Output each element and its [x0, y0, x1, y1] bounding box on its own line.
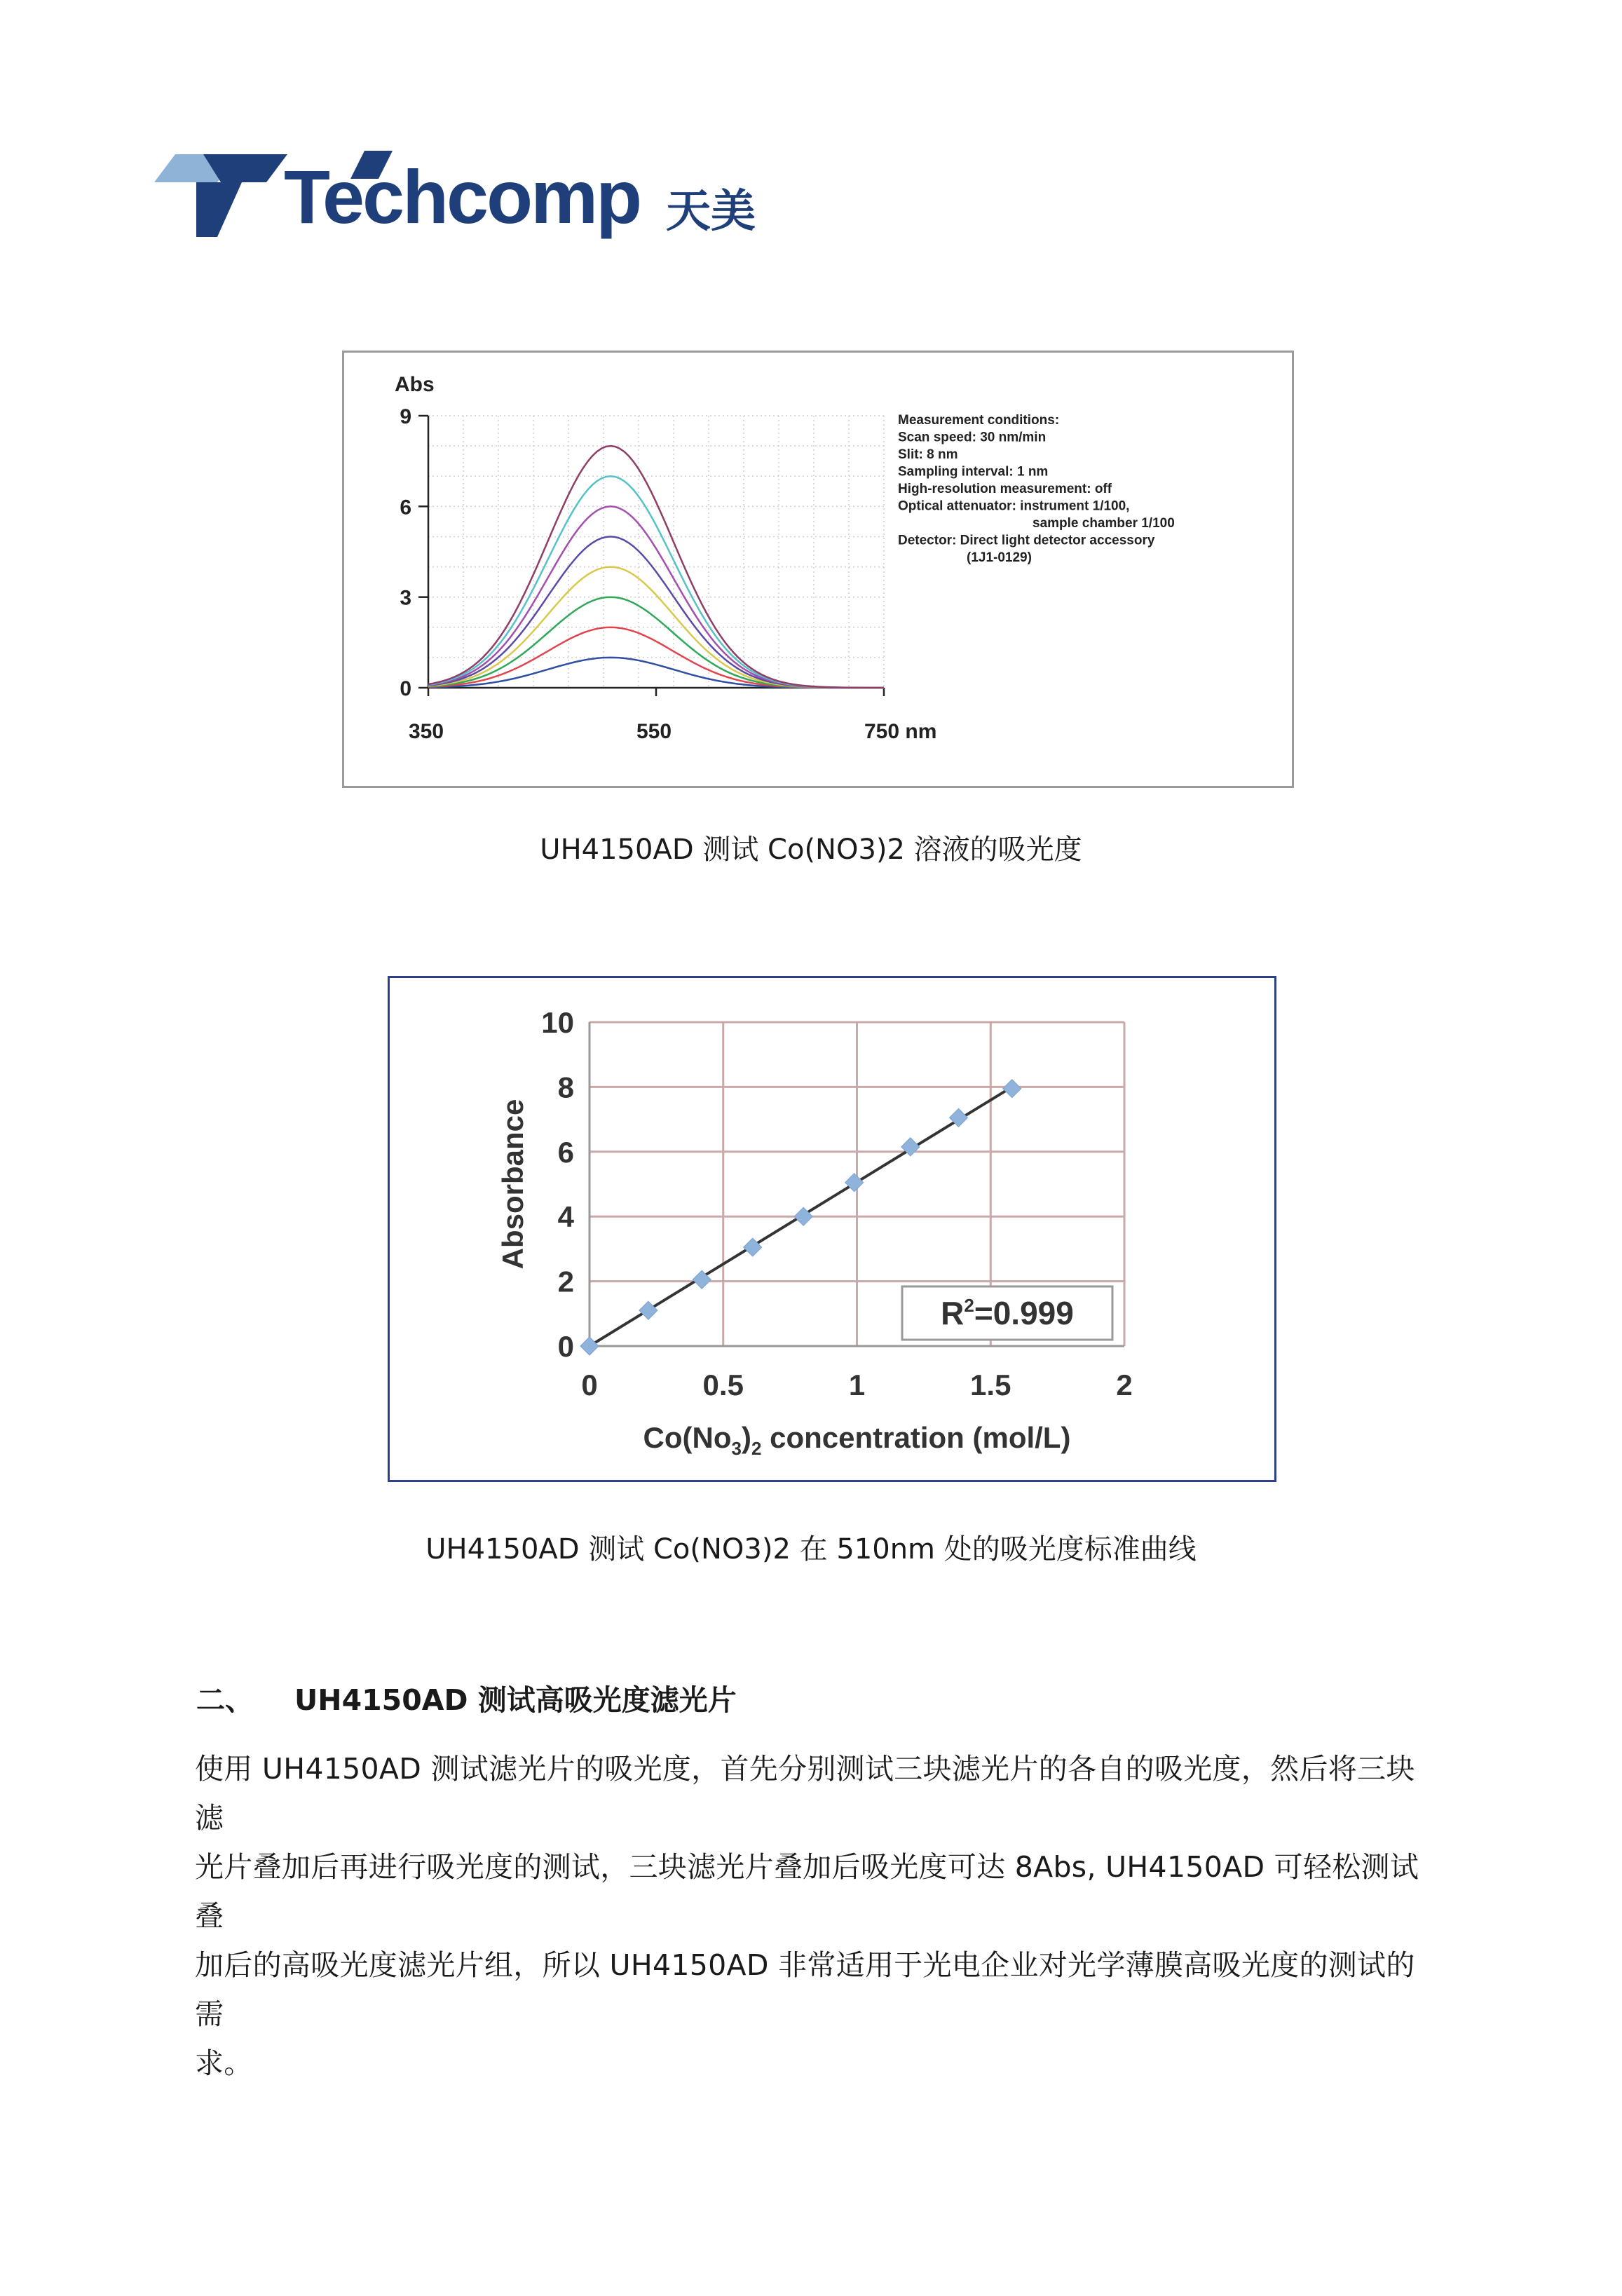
figure2-caption: UH4150AD 测试 Co(NO3)2 在 510nm 处的吸光度标准曲线	[425, 1533, 1197, 1565]
y-axis-title: Abs	[395, 373, 435, 396]
y-tick-label: 6	[400, 496, 411, 519]
y-tick-label: 3	[400, 586, 411, 610]
y-tick-label: 2	[557, 1265, 574, 1298]
measurement-condition: Measurement conditions:	[898, 413, 1060, 428]
y-tick-label: 9	[400, 405, 411, 428]
measurement-condition: Detector: Direct light detector accessory	[898, 533, 1155, 548]
data-point	[639, 1301, 657, 1319]
spectrum-line	[428, 476, 884, 688]
measurement-condition: Slit: 8 nm	[898, 447, 958, 462]
figure-spectrum	[342, 351, 1294, 788]
measurement-condition: (1J1-0129)	[967, 550, 1032, 565]
spectrum-chart	[344, 353, 1292, 786]
paragraph-line: 使用 UH4150AD 测试滤光片的吸光度，首先分别测试三块滤光片的各自的吸光度，然后将三块滤	[195, 1752, 1415, 1835]
y-axis-title: Absorbance	[496, 1099, 529, 1270]
calibration-chart	[390, 978, 1274, 1480]
x-tick-label: 2	[1116, 1368, 1133, 1401]
data-point	[1003, 1080, 1021, 1098]
spectrum-line	[428, 658, 884, 688]
measurement-condition: Scan speed: 30 nm/min	[898, 430, 1047, 445]
x-tick-label: 0.5	[702, 1368, 744, 1401]
section-paragraph	[195, 1744, 1436, 2088]
x-tick-label: 750 nm	[864, 720, 937, 743]
y-tick-label: 4	[557, 1200, 574, 1234]
x-axis-title: $Co(No_3)_2$ concentration (mol/L)	[643, 1421, 1071, 1459]
paragraph-line: 光片叠加后再进行吸光度的测试，三块滤光片叠加后吸光度可达 8Abs, UH4150AD 可轻松测试叠	[195, 1850, 1419, 1933]
figure1-caption: UH4150AD 测试 Co(NO3)2 溶液的吸光度	[540, 834, 1082, 866]
x-tick-label: 550	[636, 720, 672, 743]
section-title: UH4150AD 测试高吸光度滤光片	[294, 1683, 737, 1717]
company-logo	[154, 147, 785, 245]
paragraph-line: 求。	[195, 2046, 253, 2080]
y-tick-label: 8	[557, 1071, 574, 1104]
logo-wordmark: Techcomp	[284, 154, 641, 239]
y-tick-label: 10	[541, 1006, 574, 1039]
y-tick-label: 0	[557, 1330, 574, 1363]
data-point	[580, 1337, 599, 1355]
x-tick-label: 0	[581, 1368, 598, 1401]
section-number: 二、	[196, 1683, 254, 1717]
y-tick-label: 0	[400, 677, 411, 700]
measurement-condition: High-resolution measurement: off	[898, 482, 1112, 496]
measurement-condition: Sampling interval: 1 nm	[898, 464, 1049, 480]
logo-chinese: 天美	[666, 186, 756, 238]
section-heading	[196, 1677, 737, 1718]
x-tick-label: 1	[848, 1368, 866, 1401]
measurement-condition: sample chamber 1/100	[1033, 516, 1175, 531]
figure-calibration	[388, 976, 1276, 1482]
measurement-condition: Optical attenuator: instrument 1/100,	[898, 498, 1130, 514]
r2-label: $R^2=0.999$	[941, 1295, 1074, 1331]
paragraph-line: 加后的高吸光度滤光片组，所以 UH4150AD 非常适用于光电企业对光学薄膜高吸光度的测试的需	[195, 1948, 1415, 2031]
x-tick-label: 1.5	[970, 1368, 1011, 1401]
y-tick-label: 6	[557, 1135, 574, 1169]
x-tick-label: 350	[409, 720, 444, 743]
